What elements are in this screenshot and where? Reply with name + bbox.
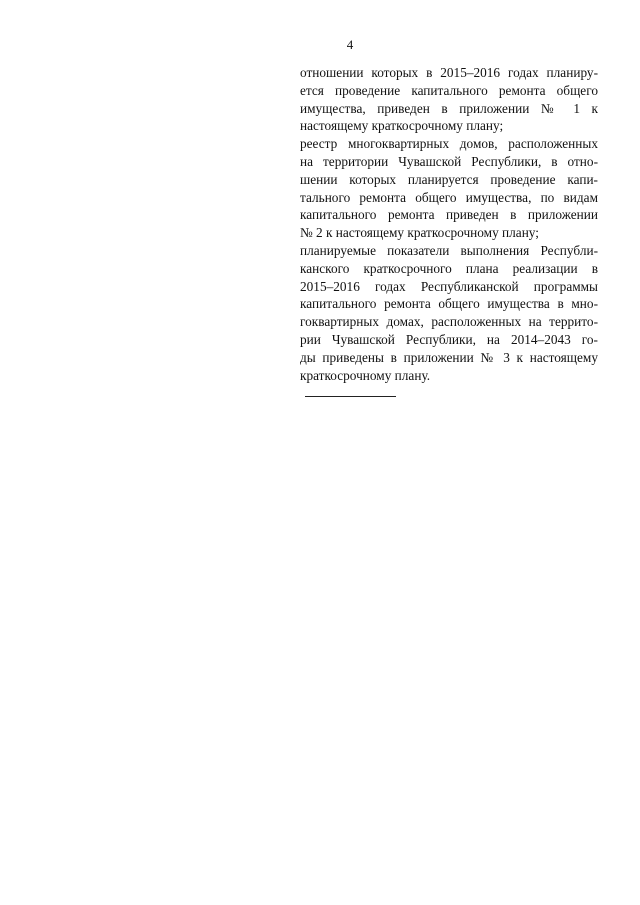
text-line: гоквартирных домах, расположенных на террито-	[300, 314, 598, 330]
text-line: краткосрочному плану.	[300, 367, 431, 383]
text-line: шении которых планируется проведение капи-	[300, 171, 598, 187]
text-line: имущества, приведен в приложении № 1 к	[300, 100, 598, 116]
body-text	[300, 64, 598, 384]
paragraph-annex-2	[300, 135, 598, 242]
text-line: № 2 к настоящему краткосрочному плану;	[300, 225, 539, 241]
text-line: отношении которых в 2015–2016 годах планиру-	[300, 65, 598, 80]
closing-divider-line	[305, 396, 396, 397]
text-line: тального ремонта общего имущества, по видам	[300, 189, 598, 205]
page-number: 4	[346, 37, 354, 52]
text-line: настоящему краткосрочному плану;	[300, 118, 504, 134]
paragraph-annex-3	[300, 242, 598, 384]
text-line: планируемые показатели выполнения Республи-	[300, 242, 598, 258]
text-line: 2015–2016 годах Республиканской программы	[300, 278, 598, 294]
text-line: на территории Чувашской Республики, в отно-	[300, 153, 598, 169]
text-line: ды приведены в приложении № 3 к настоящему	[300, 349, 598, 365]
text-line: канского краткосрочного плана реализации в	[300, 260, 598, 276]
text-line: рии Чувашской Республики, на 2014–2043 го-	[300, 331, 598, 347]
text-line: капитального ремонта общего имущества в мно-	[300, 296, 598, 312]
text-line: капитального ремонта приведен в приложении	[300, 207, 598, 223]
text-line: реестр многоквартирных домов, расположенных	[300, 136, 598, 152]
text-line: ется проведение капитального ремонта общего	[300, 82, 598, 98]
paragraph-annex-1	[300, 64, 598, 135]
